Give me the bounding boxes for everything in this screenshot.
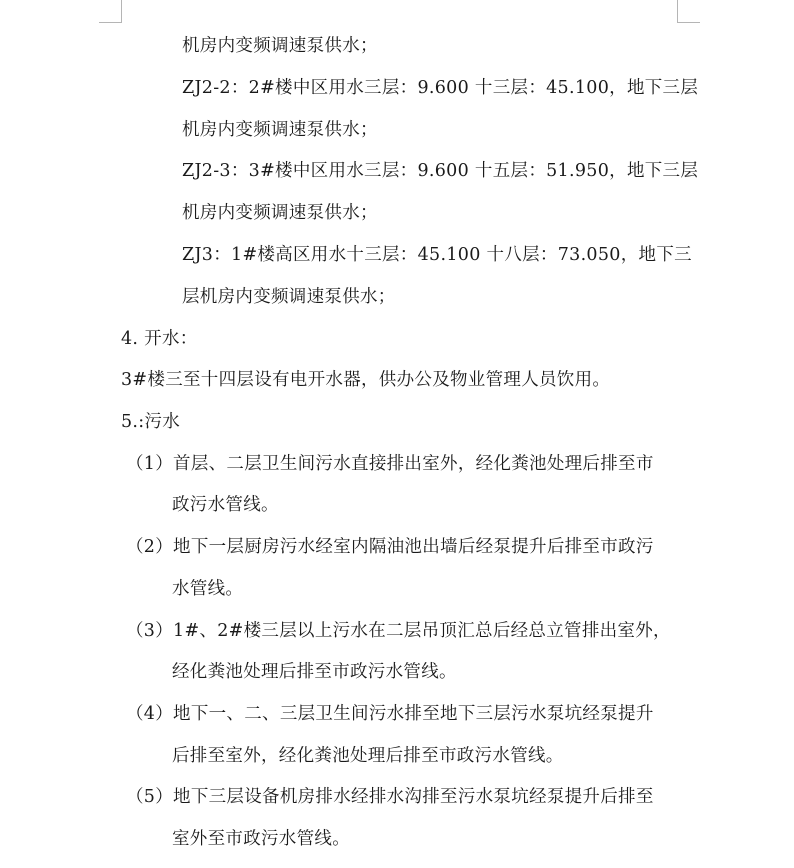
- text-line: 机房内变频调速泵供水；: [182, 36, 378, 56]
- text-line: 机房内变频调速泵供水；: [182, 203, 378, 223]
- text-line: 3#楼三至十四层设有电开水器，供办公及物业管理人员饮用。: [121, 370, 611, 390]
- list-item: （1）首层、二层卫生间污水直接排出室外，经化粪池处理后排至市: [126, 454, 654, 474]
- text-line: 层机房内变频调速泵供水；: [182, 287, 396, 307]
- section-heading-sewage: 5.:污水: [121, 412, 181, 432]
- list-item: （4）地下一、二、三层卫生间污水排至地下三层污水泵坑经泵提升: [126, 704, 654, 724]
- list-item: （3）1#、2#楼三层以上污水在二层吊顶汇总后经总立管排出室外，: [126, 621, 671, 641]
- list-item: （2）地下一层厨房污水经室内隔油池出墙后经泵提升后排至市政污: [126, 537, 654, 557]
- section-heading-boiled-water: 4. 开水：: [121, 329, 198, 349]
- list-item-continuation: 室外至市政污水管线。: [172, 829, 350, 849]
- crop-mark-top-right: [677, 0, 700, 23]
- list-item-continuation: 水管线。: [172, 579, 244, 599]
- list-item-continuation: 后排至室外，经化粪池处理后排至市政污水管线。: [172, 746, 564, 766]
- list-item-continuation: 政污水管线。: [172, 495, 279, 515]
- text-line: 机房内变频调速泵供水；: [182, 120, 378, 140]
- text-line: ZJ3：1#楼高区用水十三层：45.100 十八层：73.050，地下三: [182, 245, 692, 265]
- crop-mark-top-left: [99, 0, 122, 23]
- list-item: （5）地下三层设备机房排水经排水沟排至污水泵坑经泵提升后排至: [126, 787, 654, 807]
- list-item-continuation: 经化粪池处理后排至市政污水管线。: [172, 662, 457, 682]
- text-line: ZJ2-2：2#楼中区用水三层：9.600 十三层：45.100，地下三层: [182, 78, 699, 98]
- text-line: ZJ2-3：3#楼中区用水三层：9.600 十五层：51.950，地下三层: [182, 161, 699, 181]
